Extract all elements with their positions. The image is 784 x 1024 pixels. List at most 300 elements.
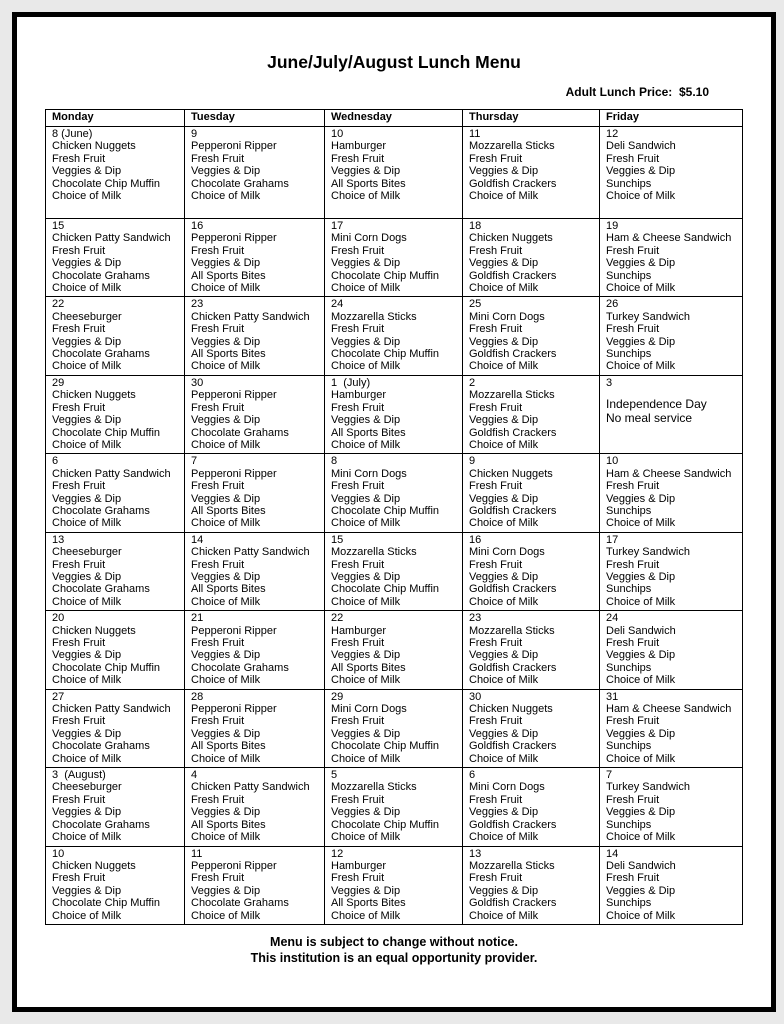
menu-item: Fresh Fruit bbox=[191, 244, 245, 257]
menu-item: Veggies & Dip bbox=[469, 727, 539, 740]
menu-item: Pepperoni Ripper bbox=[191, 389, 277, 402]
menu-item: Fresh Fruit bbox=[606, 793, 660, 806]
menu-item: All Sports Bites bbox=[331, 897, 406, 910]
menu-item: Chicken Nuggets bbox=[52, 624, 136, 637]
menu-item: Goldfish Crackers bbox=[469, 661, 557, 674]
menu-item: Pepperoni Ripper bbox=[191, 624, 277, 637]
day-date: 10 bbox=[52, 847, 65, 860]
menu-item: Chocolate Chip Muffin bbox=[331, 348, 440, 361]
day-date: 14 bbox=[606, 847, 619, 860]
menu-item: Chocolate Chip Muffin bbox=[52, 177, 161, 190]
menu-day-cell bbox=[46, 297, 185, 375]
day-date: 1 (July) bbox=[331, 376, 371, 389]
menu-item: Veggies & Dip bbox=[469, 257, 539, 270]
menu-item: Ham & Cheese Sandwich bbox=[606, 467, 732, 480]
menu-item: Fresh Fruit bbox=[469, 872, 523, 885]
holiday-note: Independence Day bbox=[606, 397, 707, 412]
menu-item: Chocolate Grahams bbox=[191, 177, 289, 190]
menu-item: All Sports Bites bbox=[331, 661, 406, 674]
menu-day-cell bbox=[185, 846, 325, 924]
menu-item: Fresh Fruit bbox=[331, 401, 385, 414]
menu-day-cell bbox=[463, 454, 600, 532]
menu-item: Choice of Milk bbox=[331, 360, 401, 373]
menu-item: Mozzarella Sticks bbox=[331, 781, 417, 794]
menu-item: Ham & Cheese Sandwich bbox=[606, 703, 732, 716]
menu-item: Pepperoni Ripper bbox=[191, 467, 277, 480]
menu-item: Choice of Milk bbox=[469, 282, 539, 295]
menu-item: Cheeseburger bbox=[52, 546, 122, 559]
menu-item: Chocolate Grahams bbox=[52, 348, 150, 361]
menu-item: Veggies & Dip bbox=[606, 165, 676, 178]
day-date: 21 bbox=[191, 612, 204, 625]
day-date: 30 bbox=[191, 376, 204, 389]
menu-item: Fresh Fruit bbox=[331, 152, 385, 165]
menu-day-cell bbox=[185, 454, 325, 532]
menu-item: Fresh Fruit bbox=[191, 323, 245, 336]
menu-item: Veggies & Dip bbox=[331, 165, 401, 178]
menu-day-cell bbox=[463, 127, 600, 219]
menu-day-cell bbox=[600, 532, 743, 610]
menu-item: Choice of Milk bbox=[191, 909, 261, 922]
menu-item: Veggies & Dip bbox=[469, 884, 539, 897]
menu-day-cell bbox=[325, 689, 463, 767]
menu-item: Veggies & Dip bbox=[331, 727, 401, 740]
menu-day-cell bbox=[325, 611, 463, 689]
day-date: 23 bbox=[469, 612, 482, 625]
day-date: 4 bbox=[191, 769, 198, 782]
menu-day-cell bbox=[600, 454, 743, 532]
menu-item: Fresh Fruit bbox=[606, 637, 660, 649]
menu-item: Choice of Milk bbox=[191, 438, 261, 451]
menu-day-cell bbox=[463, 689, 600, 767]
menu-day-cell bbox=[185, 297, 325, 375]
menu-item: Fresh Fruit bbox=[606, 872, 660, 885]
menu-item: Fresh Fruit bbox=[606, 244, 660, 257]
menu-item: Choice of Milk bbox=[331, 282, 401, 295]
menu-item: Fresh Fruit bbox=[606, 558, 660, 571]
menu-item: Veggies & Dip bbox=[52, 335, 122, 348]
price-value: $5.10 bbox=[678, 85, 709, 99]
menu-item: Chocolate Chip Muffin bbox=[331, 504, 440, 517]
menu-item: Goldfish Crackers bbox=[469, 818, 557, 831]
day-date: 14 bbox=[191, 533, 204, 546]
menu-item: Sunchips bbox=[606, 583, 652, 596]
menu-item: Choice of Milk bbox=[52, 190, 122, 203]
menu-item: Veggies & Dip bbox=[331, 257, 401, 270]
menu-day-cell bbox=[185, 532, 325, 610]
menu-item: Fresh Fruit bbox=[52, 715, 106, 728]
price-label: Adult Lunch Price: bbox=[565, 85, 673, 99]
menu-day-cell bbox=[185, 611, 325, 689]
menu-day-cell bbox=[46, 375, 185, 453]
holiday-note: No meal service bbox=[606, 411, 693, 426]
menu-item: Veggies & Dip bbox=[606, 570, 676, 583]
menu-item: Veggies & Dip bbox=[191, 165, 261, 178]
day-date: 29 bbox=[52, 376, 65, 389]
menu-day-cell bbox=[46, 689, 185, 767]
footer-notes bbox=[17, 934, 771, 966]
menu-item: Choice of Milk bbox=[606, 752, 676, 765]
day-date: 22 bbox=[52, 298, 65, 311]
menu-item: All Sports Bites bbox=[331, 426, 406, 439]
menu-item: Choice of Milk bbox=[191, 360, 261, 373]
menu-day-cell bbox=[46, 768, 185, 846]
day-date: 7 bbox=[191, 455, 198, 468]
menu-item: Fresh Fruit bbox=[331, 637, 385, 649]
menu-item: Choice of Milk bbox=[52, 517, 122, 530]
menu-item: Fresh Fruit bbox=[469, 401, 523, 414]
menu-item: Chicken Nuggets bbox=[469, 232, 553, 245]
day-date: 23 bbox=[191, 298, 204, 311]
menu-day-cell bbox=[325, 532, 463, 610]
menu-item: Fresh Fruit bbox=[331, 323, 385, 336]
menu-item: Veggies & Dip bbox=[52, 492, 122, 505]
menu-item: Veggies & Dip bbox=[191, 806, 261, 819]
menu-item: Sunchips bbox=[606, 504, 652, 517]
menu-item: Fresh Fruit bbox=[331, 872, 385, 885]
menu-day-cell bbox=[463, 768, 600, 846]
page-title: June/July/August Lunch Menu bbox=[267, 52, 521, 72]
menu-item: Choice of Milk bbox=[331, 831, 401, 844]
day-date: 13 bbox=[469, 847, 482, 860]
menu-item: Choice of Milk bbox=[191, 190, 261, 203]
menu-item: Veggies & Dip bbox=[469, 165, 539, 178]
menu-item: Choice of Milk bbox=[469, 674, 539, 687]
menu-day-cell bbox=[463, 846, 600, 924]
menu-item: Goldfish Crackers bbox=[469, 426, 557, 439]
menu-item: Veggies & Dip bbox=[606, 884, 676, 897]
day-header-row bbox=[46, 110, 743, 127]
menu-item: Choice of Milk bbox=[331, 190, 401, 203]
menu-day-cell bbox=[46, 454, 185, 532]
menu-day-cell bbox=[463, 375, 600, 453]
menu-item: Veggies & Dip bbox=[52, 884, 122, 897]
menu-item: Chocolate Grahams bbox=[191, 661, 289, 674]
menu-day-cell bbox=[600, 689, 743, 767]
menu-item: All Sports Bites bbox=[191, 818, 266, 831]
menu-item: Hamburger bbox=[331, 624, 387, 637]
menu-body bbox=[46, 127, 743, 925]
menu-item: Turkey Sandwich bbox=[606, 781, 690, 794]
menu-item: Cheeseburger bbox=[52, 310, 122, 323]
menu-item: Chicken Nuggets bbox=[469, 703, 553, 716]
menu-item: Chicken Patty Sandwich bbox=[52, 703, 171, 716]
menu-item: Veggies & Dip bbox=[606, 335, 676, 348]
menu-item: Goldfish Crackers bbox=[469, 740, 557, 753]
menu-item: Choice of Milk bbox=[52, 752, 122, 765]
menu-item: Chocolate Chip Muffin bbox=[52, 426, 161, 439]
week-row bbox=[46, 454, 743, 532]
day-header-thursday: Thursday bbox=[463, 110, 600, 127]
menu-item: Chicken Nuggets bbox=[52, 140, 136, 153]
menu-item: Chicken Nuggets bbox=[52, 389, 136, 402]
menu-item: Fresh Fruit bbox=[52, 637, 106, 649]
menu-item: Veggies & Dip bbox=[331, 414, 401, 427]
menu-day-cell bbox=[185, 219, 325, 297]
menu-item: Fresh Fruit bbox=[191, 401, 245, 414]
menu-item: Veggies & Dip bbox=[191, 649, 261, 662]
day-date: 5 bbox=[331, 769, 338, 782]
day-date: 12 bbox=[331, 847, 344, 860]
menu-item: Choice of Milk bbox=[52, 438, 122, 451]
week-row bbox=[46, 127, 743, 219]
day-date: 15 bbox=[52, 220, 65, 232]
menu-item: Fresh Fruit bbox=[191, 715, 245, 728]
menu-item: Choice of Milk bbox=[191, 752, 261, 765]
week-row bbox=[46, 768, 743, 846]
menu-day-cell bbox=[325, 297, 463, 375]
menu-item: Choice of Milk bbox=[606, 595, 676, 608]
menu-item: Fresh Fruit bbox=[606, 152, 660, 165]
menu-item: Fresh Fruit bbox=[191, 637, 245, 649]
day-date: 6 bbox=[52, 455, 59, 468]
menu-item: Veggies & Dip bbox=[191, 727, 261, 740]
menu-item: Choice of Milk bbox=[331, 517, 401, 530]
day-date: 17 bbox=[606, 533, 619, 546]
menu-day-cell bbox=[185, 375, 325, 453]
menu-item: Fresh Fruit bbox=[469, 793, 523, 806]
menu-item: Chocolate Grahams bbox=[52, 269, 150, 282]
menu-item: Chocolate Grahams bbox=[52, 740, 150, 753]
menu-item: Veggies & Dip bbox=[331, 492, 401, 505]
menu-item: Choice of Milk bbox=[191, 517, 261, 530]
menu-day-cell bbox=[600, 768, 743, 846]
menu-day-cell bbox=[463, 532, 600, 610]
day-date: 6 bbox=[469, 769, 476, 782]
menu-item: Choice of Milk bbox=[52, 831, 122, 844]
menu-day-cell bbox=[600, 846, 743, 924]
menu-item: Chocolate Chip Muffin bbox=[331, 583, 440, 596]
day-date: 3 (August) bbox=[52, 769, 106, 782]
menu-item: Choice of Milk bbox=[469, 595, 539, 608]
day-date: 18 bbox=[469, 220, 482, 232]
menu-item: Choice of Milk bbox=[606, 831, 676, 844]
week-row bbox=[46, 532, 743, 610]
menu-item: Fresh Fruit bbox=[469, 558, 523, 571]
day-date: 10 bbox=[331, 128, 344, 140]
menu-item: Chocolate Chip Muffin bbox=[52, 661, 161, 674]
day-date: 27 bbox=[52, 690, 65, 703]
menu-item: Choice of Milk bbox=[52, 282, 122, 295]
day-date: 28 bbox=[191, 690, 204, 703]
menu-day-cell bbox=[46, 611, 185, 689]
menu-item: Veggies & Dip bbox=[469, 335, 539, 348]
menu-item: Veggies & Dip bbox=[52, 165, 122, 178]
menu-item: Chocolate Chip Muffin bbox=[331, 269, 440, 282]
menu-item: Mozzarella Sticks bbox=[469, 624, 555, 637]
menu-day-cell bbox=[46, 219, 185, 297]
menu-item: Veggies & Dip bbox=[331, 649, 401, 662]
menu-item: Veggies & Dip bbox=[191, 570, 261, 583]
menu-item: All Sports Bites bbox=[191, 269, 266, 282]
menu-item: Choice of Milk bbox=[606, 360, 676, 373]
menu-item: Fresh Fruit bbox=[52, 558, 106, 571]
day-date: 7 bbox=[606, 769, 613, 782]
day-date: 19 bbox=[606, 220, 619, 232]
menu-item: Choice of Milk bbox=[469, 438, 539, 451]
menu-item: Veggies & Dip bbox=[606, 492, 676, 505]
menu-day-cell bbox=[600, 127, 743, 219]
menu-item: Choice of Milk bbox=[52, 674, 122, 687]
menu-item: Hamburger bbox=[331, 389, 387, 402]
menu-item: Mozzarella Sticks bbox=[469, 389, 555, 402]
day-date: 3 bbox=[606, 376, 613, 389]
menu-item: All Sports Bites bbox=[191, 583, 266, 596]
menu-item: Mini Corn Dogs bbox=[469, 546, 545, 559]
lunch-menu-table bbox=[45, 109, 743, 925]
menu-day-cell bbox=[600, 611, 743, 689]
menu-item: Hamburger bbox=[331, 859, 387, 872]
menu-item: Fresh Fruit bbox=[52, 480, 106, 493]
menu-item: Goldfish Crackers bbox=[469, 348, 557, 361]
day-date: 12 bbox=[606, 128, 619, 140]
menu-item: Chicken Patty Sandwich bbox=[52, 232, 171, 245]
menu-item: Mini Corn Dogs bbox=[469, 310, 545, 323]
day-date: 2 bbox=[469, 376, 476, 389]
menu-item: Mozzarella Sticks bbox=[469, 859, 555, 872]
day-date: 11 bbox=[191, 847, 203, 860]
menu-day-cell bbox=[46, 532, 185, 610]
menu-item: Choice of Milk bbox=[52, 909, 122, 922]
menu-day-cell bbox=[325, 454, 463, 532]
menu-item: Fresh Fruit bbox=[52, 793, 106, 806]
menu-item: Fresh Fruit bbox=[52, 323, 106, 336]
menu-item: Chocolate Chip Muffin bbox=[331, 818, 440, 831]
menu-item: Pepperoni Ripper bbox=[191, 859, 277, 872]
menu-item: Mini Corn Dogs bbox=[331, 467, 407, 480]
menu-day-cell bbox=[463, 297, 600, 375]
week-row bbox=[46, 846, 743, 924]
menu-item: Veggies & Dip bbox=[191, 257, 261, 270]
menu-item: Veggies & Dip bbox=[469, 492, 539, 505]
menu-item: Goldfish Crackers bbox=[469, 583, 557, 596]
menu-day-cell bbox=[185, 768, 325, 846]
week-row bbox=[46, 297, 743, 375]
menu-item: Hamburger bbox=[331, 140, 387, 153]
menu-item: Veggies & Dip bbox=[469, 806, 539, 819]
menu-item: Mozzarella Sticks bbox=[469, 140, 555, 153]
adult-lunch-price bbox=[566, 85, 709, 99]
day-date: 9 bbox=[191, 128, 198, 140]
menu-item: Veggies & Dip bbox=[606, 806, 676, 819]
menu-item: Mozzarella Sticks bbox=[331, 310, 417, 323]
menu-item: All Sports Bites bbox=[331, 177, 406, 190]
menu-item: Fresh Fruit bbox=[331, 480, 385, 493]
menu-item: Fresh Fruit bbox=[191, 480, 245, 493]
day-date: 30 bbox=[469, 690, 482, 703]
menu-item: Veggies & Dip bbox=[191, 335, 261, 348]
menu-item: Chicken Patty Sandwich bbox=[52, 467, 171, 480]
menu-item: Choice of Milk bbox=[606, 190, 676, 203]
menu-item: Turkey Sandwich bbox=[606, 546, 690, 559]
menu-item: Sunchips bbox=[606, 818, 652, 831]
menu-day-cell bbox=[600, 219, 743, 297]
menu-item: Choice of Milk bbox=[469, 752, 539, 765]
menu-item: Choice of Milk bbox=[331, 595, 401, 608]
menu-item: Choice of Milk bbox=[191, 674, 261, 687]
week-row bbox=[46, 219, 743, 297]
footer-change-notice: Menu is subject to change without notice. bbox=[270, 935, 518, 949]
menu-item: Chicken Patty Sandwich bbox=[191, 310, 310, 323]
menu-item: Chocolate Chip Muffin bbox=[331, 740, 440, 753]
menu-item: Sunchips bbox=[606, 897, 652, 910]
day-date: 25 bbox=[469, 298, 482, 311]
menu-item: Choice of Milk bbox=[191, 282, 261, 295]
menu-item: Veggies & Dip bbox=[52, 414, 122, 427]
menu-item: Veggies & Dip bbox=[606, 257, 676, 270]
menu-day-cell bbox=[463, 611, 600, 689]
day-date: 31 bbox=[606, 690, 619, 703]
menu-day-cell bbox=[325, 768, 463, 846]
menu-item: Chicken Nuggets bbox=[52, 859, 136, 872]
menu-item: Fresh Fruit bbox=[191, 152, 245, 165]
menu-item: Choice of Milk bbox=[191, 831, 261, 844]
menu-item: Veggies & Dip bbox=[52, 257, 122, 270]
menu-item: Fresh Fruit bbox=[606, 323, 660, 336]
menu-item: Fresh Fruit bbox=[191, 872, 245, 885]
menu-item: Chicken Patty Sandwich bbox=[191, 781, 310, 794]
menu-item: Deli Sandwich bbox=[606, 624, 676, 637]
menu-item: Fresh Fruit bbox=[606, 715, 660, 728]
menu-item: Chocolate Grahams bbox=[52, 818, 150, 831]
menu-item: Pepperoni Ripper bbox=[191, 232, 277, 245]
menu-item: Choice of Milk bbox=[331, 909, 401, 922]
menu-day-cell bbox=[325, 127, 463, 219]
day-date: 9 bbox=[469, 455, 476, 468]
menu-item: Sunchips bbox=[606, 348, 652, 361]
week-row bbox=[46, 611, 743, 689]
menu-item: Choice of Milk bbox=[606, 517, 676, 530]
week-row bbox=[46, 375, 743, 453]
menu-item: Choice of Milk bbox=[606, 282, 676, 295]
menu-item: Veggies & Dip bbox=[191, 414, 261, 427]
menu-item: Fresh Fruit bbox=[469, 715, 523, 728]
menu-item: Chocolate Grahams bbox=[191, 897, 289, 910]
menu-item: Choice of Milk bbox=[469, 831, 539, 844]
menu-item: Choice of Milk bbox=[606, 909, 676, 922]
menu-item: Veggies & Dip bbox=[606, 727, 676, 740]
menu-day-cell bbox=[185, 689, 325, 767]
menu-item: Fresh Fruit bbox=[52, 152, 106, 165]
menu-item: Chocolate Grahams bbox=[52, 504, 150, 517]
day-date: 29 bbox=[331, 690, 344, 703]
menu-item: Fresh Fruit bbox=[469, 152, 523, 165]
menu-page bbox=[12, 12, 776, 1012]
menu-item: All Sports Bites bbox=[191, 740, 266, 753]
menu-item: Chocolate Grahams bbox=[52, 583, 150, 596]
day-date: 24 bbox=[331, 298, 344, 311]
day-date: 16 bbox=[191, 220, 204, 232]
menu-item: Fresh Fruit bbox=[331, 793, 385, 806]
menu-item: Choice of Milk bbox=[331, 674, 401, 687]
menu-item: Pepperoni Ripper bbox=[191, 703, 277, 716]
menu-item: Chocolate Chip Muffin bbox=[52, 897, 161, 910]
menu-item: Deli Sandwich bbox=[606, 140, 676, 153]
day-date: 22 bbox=[331, 612, 344, 625]
menu-item: Mini Corn Dogs bbox=[469, 781, 545, 794]
menu-item: Goldfish Crackers bbox=[469, 897, 557, 910]
menu-item: Veggies & Dip bbox=[52, 806, 122, 819]
menu-item: Veggies & Dip bbox=[52, 727, 122, 740]
day-header-monday: Monday bbox=[46, 110, 185, 127]
menu-item: Sunchips bbox=[606, 661, 652, 674]
menu-item: Veggies & Dip bbox=[469, 570, 539, 583]
menu-item: Veggies & Dip bbox=[606, 649, 676, 662]
menu-item: Fresh Fruit bbox=[469, 637, 523, 649]
day-date: 20 bbox=[52, 612, 65, 625]
menu-day-cell bbox=[325, 846, 463, 924]
menu-item: Veggies & Dip bbox=[191, 492, 261, 505]
